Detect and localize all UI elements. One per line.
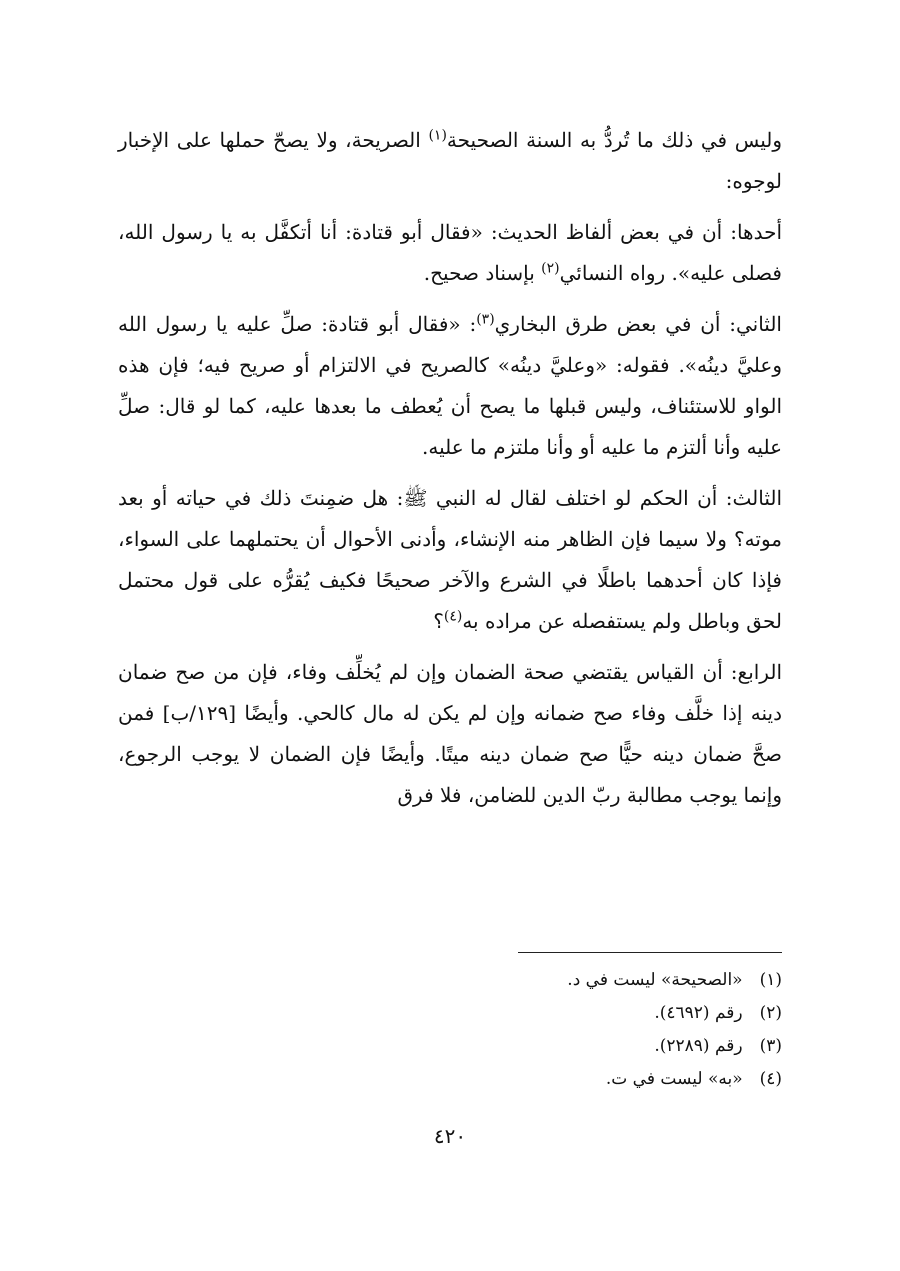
paragraph-1-text: وليس في ذلك ما تُردُّ به السنة الصحيحة bbox=[446, 128, 782, 152]
footnote-4 bbox=[118, 1063, 782, 1096]
footnote-separator bbox=[518, 952, 782, 953]
paragraph-4 bbox=[118, 478, 782, 642]
paragraph-3 bbox=[118, 304, 782, 468]
footnote-ref-2: (٢) bbox=[541, 260, 560, 277]
paragraph-2 bbox=[118, 212, 782, 294]
paragraph-4-text: الثالث: أن الحكم لو اختلف لقال له النبي ﷺ: هل ضمِنتَ ذلك في حياته أو بعد موته؟ ولا سيما فإن الظاهر منه الإنشاء، وأدنى الأحوال أن يحتملهما على السواء، فإذا كان أحدهما باطلًا في الشرع والآخر صحيحًا فكيف يُقرُّه على قول محتمل لحق وباطل ولم يستفصله عن مراده به bbox=[118, 486, 783, 633]
footnote-ref-3: (٣) bbox=[476, 311, 495, 328]
footnote-number: (٤) bbox=[759, 1069, 782, 1089]
paragraph-1 bbox=[118, 120, 782, 202]
footnote-ref-1: (١) bbox=[428, 127, 447, 144]
footnotes bbox=[118, 964, 782, 1096]
paragraph-3-text-cont: : «فقال أبو قتادة: صلِّ عليه يا رسول الله وعليَّ دينُه». فقوله: «وعليَّ دينُه» كالصريح في الالتزام أو صريح فيه؛ فإن هذه الواو للاستئناف، وليس قبلها ما يصح أن يُعطف ما بعدها عليه، كما لو قال: صلِّ عليه وأنا ألتزم ما عليه أو وأنا ملتزم ما عليه. bbox=[118, 312, 782, 459]
footnote-text: «به» ليست في ت. bbox=[605, 1069, 743, 1089]
page-number: ٤٢٠ bbox=[433, 1124, 467, 1148]
footnote-1 bbox=[118, 964, 782, 997]
paragraph-3-text: الثاني: أن في بعض طرق البخاري bbox=[494, 312, 782, 336]
paragraph-1-text-cont: الصريحة، ولا يصحّ حملها على الإخبار لوجوه: bbox=[118, 128, 782, 193]
footnote-number: (٢) bbox=[759, 1003, 782, 1023]
footnote-text: رقم (٢٢٨٩). bbox=[654, 1036, 743, 1056]
paragraph-2-text: أحدها: أن في بعض ألفاظ الحديث: «فقال أبو قتادة: أنا أتكفَّل به يا رسول الله، فصلى عليه». رواه النسائي bbox=[118, 220, 782, 285]
paragraph-5-text: الرابع: أن القياس يقتضي صحة الضمان وإن لم يُخلِّف وفاء، فإن من صح ضمان دينه إذا خلَّف وفاء صح ضمانه وإن لم يكن له مال كالحي. وأيضًا [١٢٩/ب] فمن صحَّ ضمان دينه حيًّا صح ضمان دينه ميتًا. وأيضًا فإن الضمان لا يوجب الرجوع، وإنما يوجب مطالبة ربّ الدين للضامن، فلا فرق bbox=[118, 660, 782, 807]
footnote-text: «الصحيحة» ليست في د. bbox=[567, 970, 743, 990]
footnote-number: (١) bbox=[759, 970, 782, 990]
footnote-ref-4: (٤) bbox=[443, 608, 463, 625]
main-text bbox=[118, 120, 782, 826]
footnote-3 bbox=[118, 1030, 782, 1063]
paragraph-4-text-cont: ؟ bbox=[433, 609, 444, 633]
paragraph-2-text-cont: بإسناد صحيح. bbox=[423, 261, 542, 285]
footnote-text: رقم (٤٦٩٢). bbox=[654, 1003, 743, 1023]
footnote-number: (٣) bbox=[759, 1036, 782, 1056]
footnote-2 bbox=[118, 997, 782, 1030]
paragraph-5 bbox=[118, 652, 782, 816]
